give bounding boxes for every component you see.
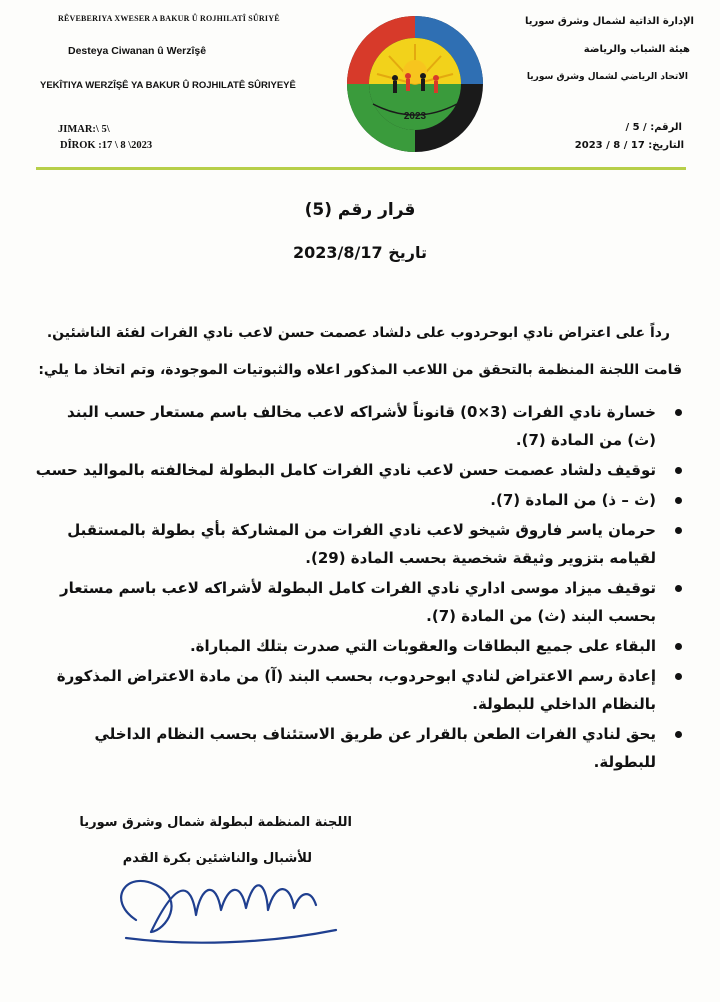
decision-item: حرمان ياسر فاروق شيخو لاعب نادي الفرات من المشاركة بأي بطولة بالمستقبل لقيامه بتزوير وثيقة شخصية بحسب المادة (29). <box>34 516 684 572</box>
decision-title: قرار رقم (5) <box>304 200 416 220</box>
decision-item: (ث – ذ) من المادة (7). <box>34 486 684 514</box>
decision-list <box>34 398 684 778</box>
header-right-date: التاريخ: 17 / 8 / 2023 <box>574 140 684 151</box>
intro-paragraph-1: رداً على اعتراض نادي ابوحردوب على دلشاد عصمت حسن لاعب نادي الفرات لفئة الناشئين. <box>46 325 670 341</box>
header-left-date: DÎROK :17 \ 8 \2023 <box>60 140 153 151</box>
committee-name-line1: اللجنة المنظمة لبطولة شمال وشرق سوريا <box>79 815 352 830</box>
handwritten-signature-icon <box>96 860 356 950</box>
decision-item: خسارة نادي الفرات (3×0) قانوناً لأشراكه لاعب مخالف باسم مستعار حسب البند (ث) من المادة (7). <box>34 398 684 454</box>
header-right-number: الرقم: / 5 / <box>625 122 682 133</box>
header-left-line1: RÊVEBERIYA XWESER A BAKUR Û ROJHILATÎ SÛRIYÊ <box>58 14 280 23</box>
committee-name-line2: للأشبال والناشئين بكرة القدم <box>122 851 312 866</box>
header-left-line3: YEKÎTIYA WERZÎŞÊ YA BAKUR Û ROJHILATÊ SÛRIYEYÊ <box>40 80 296 91</box>
decision-date: تاريخ 2023/8/17 <box>293 243 427 262</box>
logo-year: 2023 <box>403 111 427 122</box>
decision-item: إعادة رسم الاعتراض لنادي ابوحردوب، بحسب البند (آ) من مادة الاعتراض المذكورة بالنظام الداخلي للبطولة. <box>34 662 684 718</box>
intro-paragraph-2: قامت اللجنة المنظمة بالتحقق من اللاعب المذكور اعلاه والثبوتيات الموجودة، وتم اتخاذ ما يلي: <box>38 362 682 378</box>
header-right-line2: هيئة الشباب والرياضة <box>583 44 690 55</box>
header-left-line2: Desteya Ciwanan û Werzîşê <box>68 45 207 57</box>
header-left-number: JIMAR:\ 5\ <box>58 124 110 135</box>
decision-item: توقيف دلشاد عصمت حسن لاعب نادي الفرات كامل البطولة لمخالفته بالمواليد حسب <box>34 456 684 484</box>
decision-item: توقيف ميزاد موسى اداري نادي الفرات كامل البطولة لأشراكه لاعب باسم مستعار بحسب البند (ث) من المادة (7). <box>34 574 684 630</box>
header-divider <box>36 167 686 170</box>
federation-logo <box>345 14 485 154</box>
decision-item: يحق لنادي الفرات الطعن بالقرار عن طريق الاستئناف بحسب النظام الداخلي للبطولة. <box>34 720 684 776</box>
header-right-line1: الإدارة الذاتية لشمال وشرق سوريا <box>525 16 694 27</box>
decision-item: البقاء على جميع البطاقات والعقوبات التي صدرت بتلك المباراة. <box>34 632 684 660</box>
header-right-line3: الاتحاد الرياضي لشمال وشرق سوريا <box>526 72 688 82</box>
